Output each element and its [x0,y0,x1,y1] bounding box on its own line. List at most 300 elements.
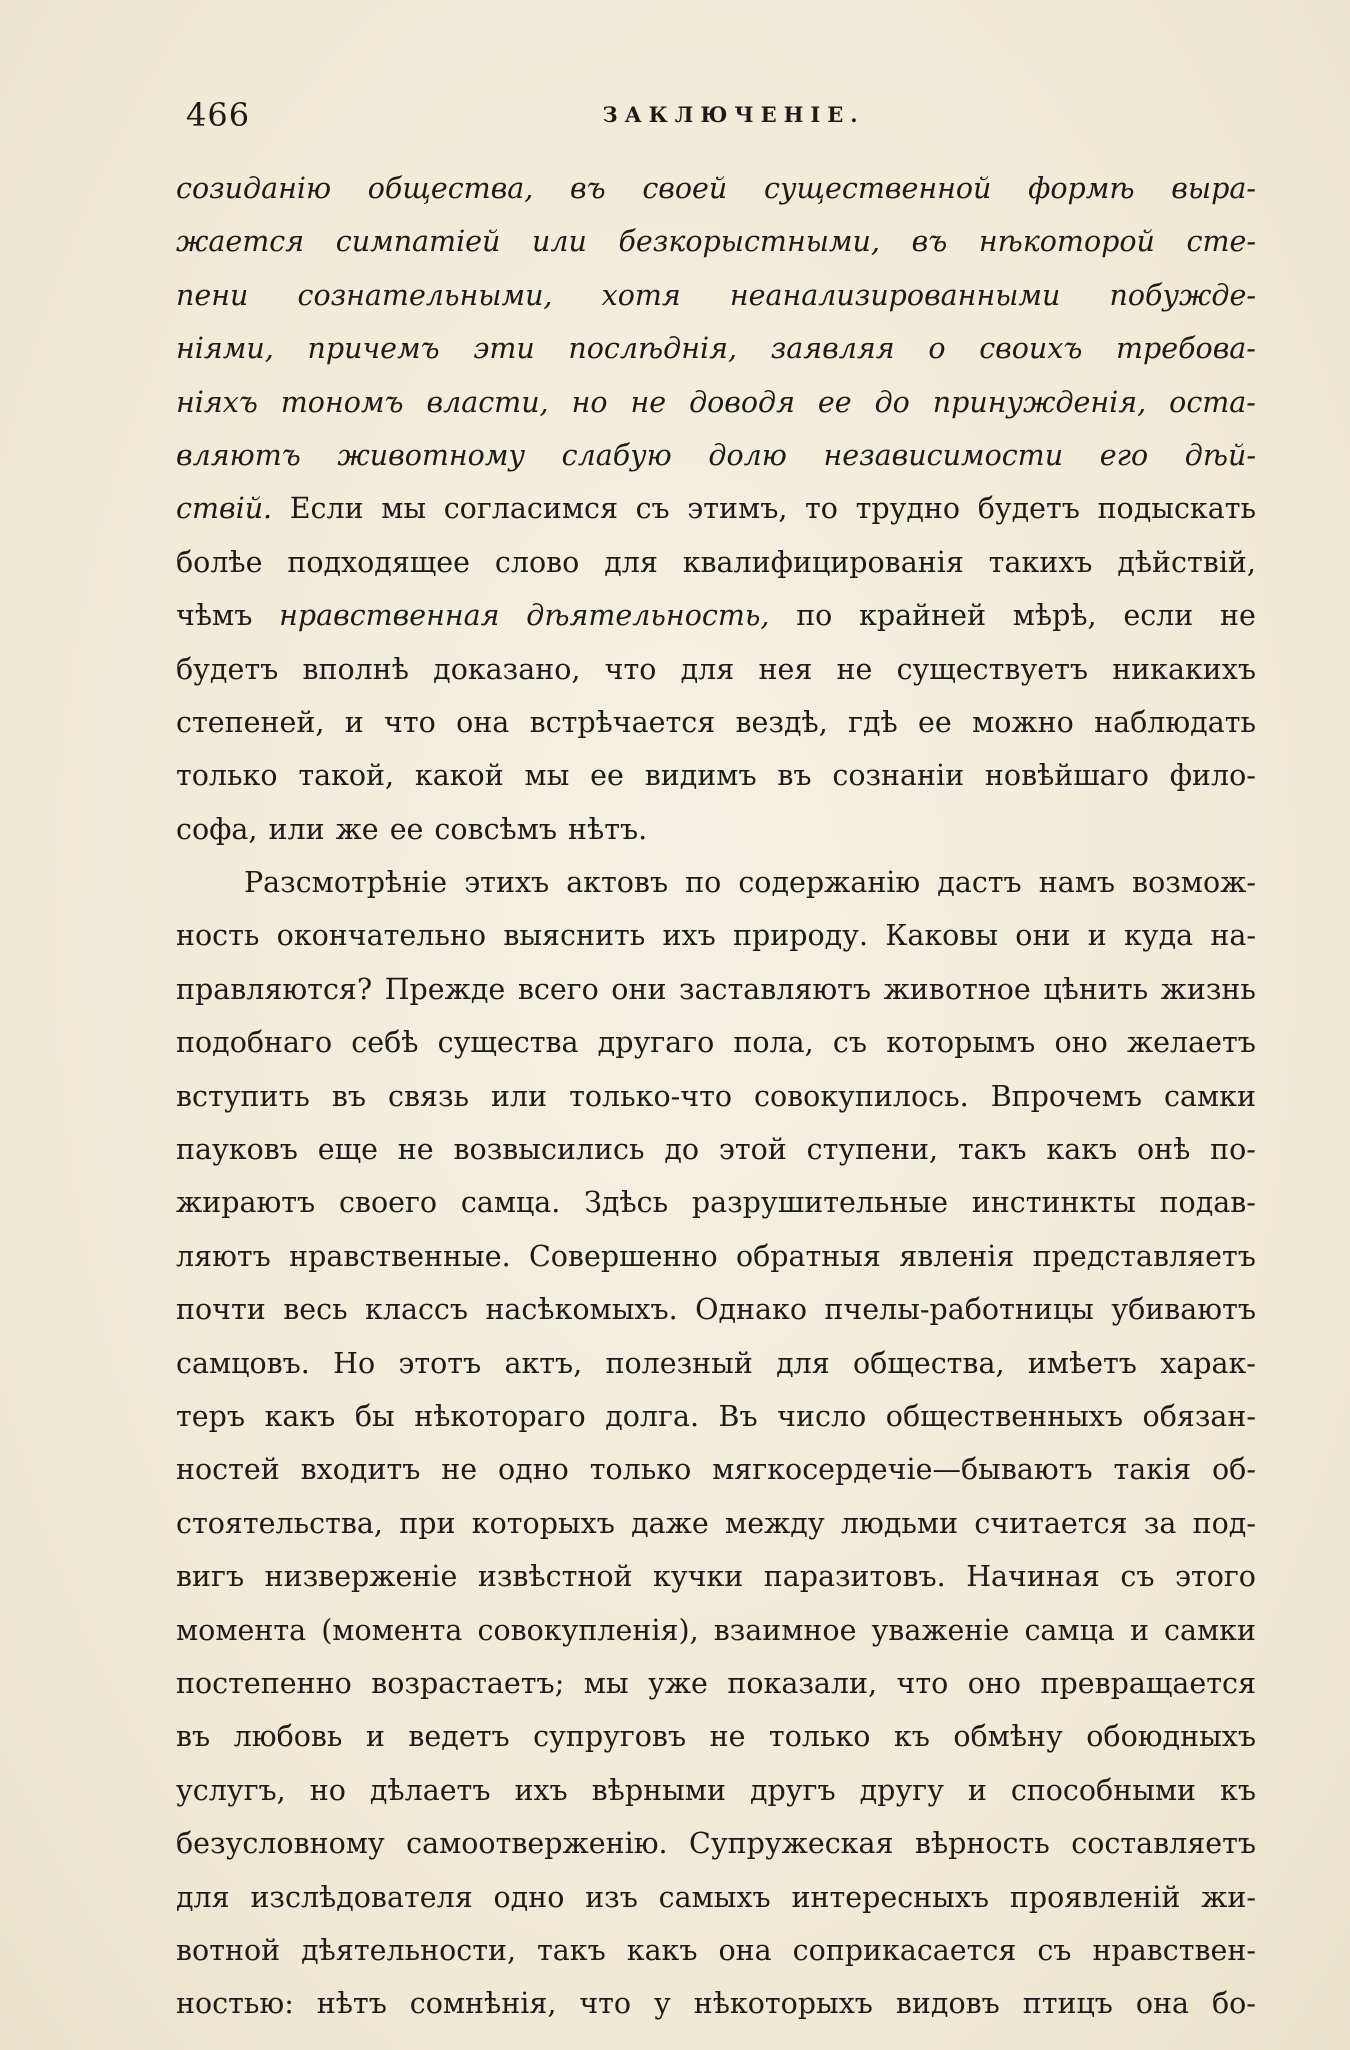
text-line [176,1230,1256,1283]
word: пчелы-работницы [824,1293,1094,1327]
word: совсѣмъ [434,812,558,846]
word: она [456,705,510,739]
word: только [176,759,278,793]
text-line [176,749,1256,802]
word: у [654,1987,671,2021]
text-line [176,1443,1256,1496]
word: подходящее [287,545,471,579]
word: не [1220,599,1256,633]
word: какъ [264,1399,336,1433]
word: инстинкты [971,1186,1136,1220]
word: ностью: [176,1987,294,2021]
text-line [176,1764,1256,1817]
word: которымъ [886,1026,1036,1060]
text-line [176,482,1256,535]
word: оста- [1169,385,1256,419]
word: актовъ [566,866,669,900]
word: нравственная [279,599,500,633]
text-line [176,696,1256,749]
word: Но [333,1346,376,1380]
word: къ [1220,1773,1256,1807]
word: соприкасается [792,1933,1017,1967]
word: извѣстной [477,1560,633,1594]
word: не [709,1720,746,1754]
word: вступить [176,1079,310,1113]
word: момента [176,1613,307,1647]
word: но [571,385,608,419]
word: квалифицированія [682,545,964,579]
word: Каковы [885,919,999,953]
word: мы [381,492,427,526]
word: Впрочемъ [990,1079,1143,1113]
word: уже [648,1666,708,1700]
word: бы [354,1399,395,1433]
word: съ [1120,1560,1155,1594]
word: весь [283,1293,348,1327]
word: актъ, [504,1346,583,1380]
word: мягкосердечіе—бываютъ [712,1453,1093,1487]
word: ніяхъ [176,385,258,419]
word: животному [337,438,525,472]
word: пола, [733,1026,814,1060]
word: неанализированными [729,278,1061,312]
word: въ [911,225,948,259]
word: такой, [298,759,395,793]
word: низверженіе [264,1560,458,1594]
word: одно [497,1453,569,1487]
word: ностей [176,1453,280,1487]
word: можно [972,705,1074,739]
word: своего [338,1186,438,1220]
word: насѣкомыхъ. [485,1293,678,1327]
word: ихъ [514,1773,568,1807]
text-line [176,589,1256,642]
word: нѣтъ. [568,812,648,846]
text-line [176,1070,1256,1123]
word: дѣй- [1184,438,1256,472]
word: по- [1210,1133,1256,1167]
word: супруговъ [533,1720,687,1754]
word: новѣйшаго [984,759,1149,793]
word: встрѣчается [529,705,716,739]
word: об- [1212,1453,1256,1487]
word: между [725,1506,825,1540]
word: стоятельства, [176,1506,383,1540]
word: совокупилось. [754,1079,969,1113]
word: въ [777,759,812,793]
word: паразитовъ. [763,1560,946,1594]
word: самца [1024,1613,1115,1647]
text-line [176,215,1256,268]
word: Однако [695,1293,807,1327]
word: существуетъ [896,652,1088,686]
word: этотъ [398,1346,482,1380]
word: общественныхъ [885,1399,1123,1433]
word: но [309,1773,346,1807]
word: число [777,1399,867,1433]
word: нравствен- [1092,1933,1256,1967]
word: въ [331,1079,366,1113]
word: будетъ [977,492,1080,526]
word: она [1135,1987,1190,2021]
word: или [532,225,587,259]
word: трудно [855,492,961,526]
word: какъ [626,1933,698,1967]
word: людьми [840,1506,959,1540]
word: даже [631,1506,709,1540]
word: ее [817,385,852,419]
word: фило- [1169,759,1256,793]
word: представляетъ [1032,1239,1256,1273]
word: послѣднія, [568,332,738,366]
word: тономъ [280,385,404,419]
word: вляютъ [176,438,301,472]
text-line [176,162,1256,215]
word: самки [1164,1613,1256,1647]
word: считается [974,1506,1128,1540]
word: и [1087,919,1107,953]
word: слабую [561,438,672,472]
word: выяснить [503,919,646,953]
word: въ [570,172,606,205]
word: его [1099,438,1149,472]
word: выра- [1171,172,1256,205]
word: проявленій [1009,1880,1181,1914]
word: этого [1174,1560,1256,1594]
word: по [796,599,833,633]
word: жизнь [1160,972,1256,1006]
word: этихъ [464,866,550,900]
word: формѣ [1028,172,1135,205]
word: самоотверженію. [406,1827,668,1861]
word: заставляютъ [678,972,872,1006]
word: будетъ [176,652,279,686]
word: видовъ [895,1987,1000,2021]
text-line [176,643,1256,696]
word: онѣ [1136,1133,1191,1167]
word: намъ [1038,866,1116,900]
word: за [1143,1506,1177,1540]
word: вигъ [176,1560,245,1594]
text-line [176,1016,1256,1069]
body-text [176,162,1256,2031]
word: какой [414,759,504,793]
word: дастъ [937,866,1022,900]
word: содержанію [738,866,921,900]
word: своей [642,172,728,205]
text-line [176,1924,1256,1977]
word: жираютъ [176,1186,316,1220]
word: обмѣну [953,1720,1063,1754]
page-header [176,96,1251,136]
word: пени [176,278,249,312]
word: власти, [426,385,549,419]
word: услугъ, [176,1773,286,1807]
word: ступени, [806,1133,939,1167]
text-line [176,856,1256,909]
word: для [176,1880,230,1914]
word: почти [176,1293,266,1327]
word: взаимное [713,1613,857,1647]
text-line [176,1817,1256,1870]
word: классъ [365,1293,468,1327]
word: желаетъ [1126,1026,1256,1060]
word: долга. [605,1399,699,1433]
word: то [805,492,838,526]
word: если [1123,599,1194,633]
word: общества, [367,172,534,205]
word: сознаніи [832,759,965,793]
word: и [344,705,364,739]
word: софа, [176,812,258,846]
word: симпатіей [335,225,501,259]
word: до [664,1133,700,1167]
word: обоюдныхъ [1086,1720,1256,1754]
word: безкорыстными, [618,225,880,259]
word: ее [389,812,424,846]
text-line [176,1390,1256,1443]
word: пауковъ [176,1133,298,1167]
word: ведетъ [408,1720,510,1754]
word: составляетъ [1071,1827,1256,1861]
word: связь [387,1079,470,1113]
word: при [399,1506,456,1540]
text-line [176,536,1256,589]
word: чѣмъ [176,599,253,633]
word: интересныхъ [791,1880,990,1914]
word: не [397,1133,434,1167]
word: и [1129,1613,1149,1647]
word: дѣйствій, [1117,545,1256,579]
word: и [365,1720,385,1754]
word: Совершенно [528,1239,718,1273]
word: себѣ [351,1026,419,1060]
word: къ [893,1720,930,1754]
word: сознательными, [297,278,553,312]
word: Разсмотрѣніе [244,866,448,900]
word: жается [176,225,305,259]
word: или [491,1079,548,1113]
word: не [630,385,667,419]
word: (момента [321,1613,463,1647]
word: ствій. [176,492,273,526]
word: она [718,1933,772,1967]
word: по [685,866,722,900]
word: побужде- [1109,278,1256,312]
word: одно [493,1880,565,1914]
word: другу [859,1773,944,1807]
word: самыхъ [658,1880,771,1914]
word: какъ [1046,1133,1118,1167]
word: или [268,812,325,846]
word: что [384,705,436,739]
text-line [176,1176,1256,1229]
word: обратныя [735,1239,881,1273]
word: они [611,972,667,1006]
word: показали, [727,1666,878,1700]
word: нея [758,652,813,686]
word: вѣрными [591,1773,726,1807]
word: совокупленія), [477,1613,699,1647]
word: окончательно [276,919,487,953]
word: входитъ [300,1453,421,1487]
word: обязан- [1142,1399,1256,1433]
word: правляются? [176,972,373,1006]
word: изъ [585,1880,638,1914]
word: что [896,1666,949,1700]
word: безусловному [176,1827,385,1861]
word: принужденія, [932,385,1147,419]
word: до [874,385,910,419]
text-line [176,1710,1256,1763]
text-line [176,376,1256,429]
word: своихъ [979,332,1083,366]
word: вполнѣ [302,652,409,686]
word: на- [1210,919,1256,953]
word: что [604,652,657,686]
text-line [176,1657,1256,1710]
word: независимости [823,438,1064,472]
word: никакихъ [1112,652,1256,686]
word: заявляя [770,332,895,366]
word: наблюдать [1094,705,1256,739]
word: уваженіе [871,1613,1010,1647]
word: явленія [899,1239,1015,1273]
word: оно [1054,1026,1108,1060]
word: самцовъ. [176,1346,310,1380]
word: разрушительные [691,1186,948,1220]
word: убиваютъ [1111,1293,1256,1327]
word: под- [1192,1506,1256,1540]
text-line [176,963,1256,1016]
word: такія [1113,1453,1192,1487]
word: Прежде [384,972,506,1006]
word: полезный [605,1346,753,1380]
word: этимъ, [687,492,788,526]
word: гдѣ [848,705,898,739]
word: любовь [233,1720,343,1754]
word: мѣрѣ, [1012,599,1097,633]
text-line [176,1604,1256,1657]
word: болѣе [176,545,263,579]
word: хотя [601,278,681,312]
text-line [176,803,1256,856]
word: только [589,1453,692,1487]
word: о [928,332,946,366]
word: для [680,652,735,686]
word: бо- [1211,1987,1256,2021]
word: способными [1010,1773,1197,1807]
word: ее [918,705,952,739]
word: для [776,1346,830,1380]
word: оно [967,1666,1022,1700]
word: которыхъ [471,1506,615,1540]
text-line [176,1977,1256,2030]
word: доказано, [433,652,581,686]
text-line [176,1497,1256,1550]
word: вездѣ, [735,705,828,739]
word: куда [1123,919,1194,953]
word: не [441,1453,478,1487]
word: Супружеская [689,1827,894,1861]
word: существенной [763,172,992,205]
word: постепенно [176,1666,352,1700]
text-line [176,1337,1256,1390]
word: степеней, [176,705,325,739]
word: нѣкоторыхъ [693,1987,873,2021]
word: дѣлаетъ [369,1773,491,1807]
word: всего [517,972,599,1006]
word: подав- [1159,1186,1256,1220]
word: для [604,545,658,579]
word: возмож- [1132,866,1256,900]
word: Въ [718,1399,758,1433]
word: видимъ [644,759,757,793]
word: съ [832,1026,868,1060]
word: подобнаго [176,1026,333,1060]
word: созиданію [176,172,332,205]
text-line [176,1283,1256,1336]
text-line [176,1550,1256,1603]
word: въ [176,1720,211,1754]
word: цѣнить [1043,972,1149,1006]
word: ніями, [176,332,274,366]
word: вотной [176,1933,281,1967]
word: ихъ [662,919,716,953]
word: ность [176,919,260,953]
word: причемъ [307,332,440,366]
text-line [176,909,1256,962]
word: другъ [749,1773,836,1807]
word: только [768,1720,871,1754]
word: самки [1164,1079,1256,1113]
word: дѣятельности, [301,1933,517,1967]
word: возрастаетъ; [371,1666,565,1700]
word: Здѣсь [584,1186,669,1220]
word: сомнѣнія, [409,1987,557,2021]
word: же [335,812,379,846]
word: нравственные. [289,1239,511,1273]
word: дѣятельность, [526,599,770,633]
word: самца. [460,1186,561,1220]
word: съ [635,492,670,526]
page-number: 466 [186,96,251,134]
word: ляютъ [176,1239,271,1273]
word: вѣрность [914,1827,1050,1861]
word: нѣкотораго [414,1399,586,1433]
word: жи- [1201,1880,1256,1914]
word: сте- [1186,225,1256,259]
word: что [579,1987,632,2021]
word: возвысились [453,1133,645,1167]
word: мы [524,759,570,793]
word: природу. [733,919,869,953]
word: этой [718,1133,787,1167]
word: слово [494,545,580,579]
word: изслѣдователя [250,1880,473,1914]
word: и [967,1773,987,1807]
word: теръ [176,1399,246,1433]
word: мы [583,1666,629,1700]
word: такъ [957,1133,1027,1167]
word: харак- [1160,1346,1256,1380]
word: существа [437,1026,579,1060]
word: требова- [1116,332,1256,366]
text-line [176,1123,1256,1176]
running-title: ЗАКЛЮЧЕНІЕ. [602,102,865,127]
word: нѣкоторой [978,225,1155,259]
word: кучки [653,1560,744,1594]
